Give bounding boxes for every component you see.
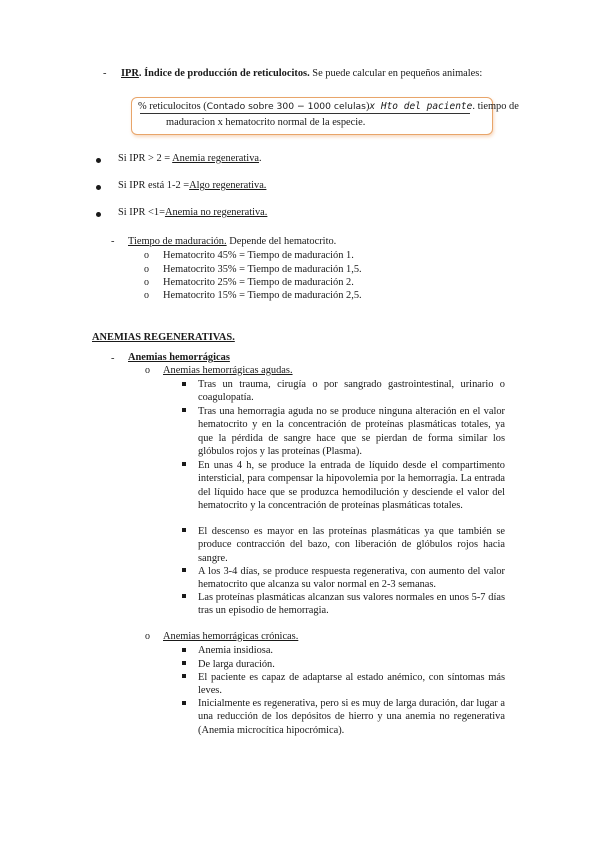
cronicas-item: Anemia insidiosa. [198,645,274,656]
ipr-level-prefix: Si IPR > 2 = [118,153,173,164]
agudas-item: En unas 4 h, se produce la entrada de líquido desde el compartimento intersticial, para compensar la hipovolemia por la hemorragia. La entrada del líquido hace que se produzca hemodilución y desciende el valor del hematocrito y la concentración de proteínas plasmáticas totales. [198,460,505,512]
square-bullet-icon [182,701,186,705]
ipr-level-item [118,180,266,192]
formula-denominator: maduracion x hematocrito normal de la especie. [166,117,366,128]
agudas-item: Tras un trauma, cirugía o por sangrado gastrointestinal, urinario o coagulopatía. [198,379,505,404]
bullet-icon [96,185,101,190]
ipr-level-suffix: . [259,153,262,164]
maduracion-label: Tiempo de maduración. [128,236,227,247]
agudas-item: Las proteínas plasmáticas alcanzan sus valores normales en unos 5-7 días tras un episodio de hemorragia. [198,592,505,617]
agudas-item: El descenso es mayor en las proteínas plasmáticas ya que también se produce contracción del bazo, con liberación de glóbulos rojos hacia sangre. [198,526,505,564]
cronicas-title: Anemias hemorrágicas crónicas. [163,631,299,642]
square-bullet-icon [182,594,186,598]
square-bullet-icon [182,462,186,466]
ipr-level-label: Anemia regenerativa [172,153,260,164]
maduracion-item: Hematocrito 45% = Tiempo de maduración 1. [163,250,354,261]
ipr-level-item [118,207,267,219]
circle-bullet-icon: o [144,277,149,288]
ipr-level-prefix: Si IPR está 1-2 = [118,180,190,191]
bullet-icon [96,212,101,217]
ipr-level-label: Algo regenerativa. [189,180,267,191]
square-bullet-icon [182,408,186,412]
square-bullet-icon [182,661,186,665]
cronicas-item: De larga duración. [198,659,275,670]
ipr-heading [121,68,482,80]
formula-numerator [138,101,519,113]
ipr-description: Se puede calcular en pequeños animales: [309,68,483,79]
square-bullet-icon [182,568,186,572]
ipr-title: IPR [121,68,139,79]
circle-bullet-icon: o [144,250,149,261]
circle-bullet-icon: o [145,365,150,376]
maduracion-item: Hematocrito 25% = Tiempo de maduración 2. [163,277,354,288]
ipr-level-item [118,153,262,165]
list-dash: - [103,68,107,79]
list-dash: - [111,236,115,247]
maduracion-heading [128,236,336,248]
formula-pct: % reticulocitos ( [138,101,207,112]
section-title: ANEMIAS REGENERATIVAS. [92,332,235,343]
agudas-item: Tras una hemorragia aguda no se produce ninguna alteración en el valor hematocrito y en la concentración de proteínas plasmáticas totales, ya que la pérdida de sangre hace que se pierdan de forma similar los glóbulos rojos y las proteínas (Plasma). [198,406,505,458]
ipr-level-label: Anemia no regenerativa. [164,207,268,218]
circle-bullet-icon: o [144,264,149,275]
agudas-title: Anemias hemorrágicas agudas. [163,365,293,376]
square-bullet-icon [182,382,186,386]
formula-tail: . tiempo de [472,101,519,112]
maduracion-item: Hematocrito 15% = Tiempo de maduración 2,5. [163,290,362,301]
list-dash: - [111,353,115,364]
cronicas-item: Inicialmente es regenerativa, pero si es muy de larga duración, dar lugar a una reducción de los depósitos de hierro y una anemia no regenerativa (Anemia microcítica hipocrómica). [198,698,505,736]
square-bullet-icon [182,528,186,532]
formula-count: Contado sobre 300 − 1000 celulas [206,101,366,112]
formula-close: ) [365,101,370,112]
formula-hto: x Hto del paciente [369,101,473,112]
ipr-title-rest: . Índice de producción de reticulocitos. [138,68,310,79]
circle-bullet-icon: o [145,631,150,642]
maduracion-desc: Depende del hematocrito. [226,236,337,247]
square-bullet-icon [182,674,186,678]
agudas-item: A los 3-4 días, se produce respuesta regenerativa, con aumento del valor hematocrito que alcanza su valor normal en 2-3 semanas. [198,566,505,591]
ipr-level-prefix: Si IPR <1= [118,207,165,218]
hemorragicas-title: Anemias hemorrágicas [128,352,230,363]
cronicas-item: El paciente es capaz de adaptarse al estado anémico, con síntomas más leves. [198,672,505,697]
circle-bullet-icon: o [144,290,149,301]
formula-fraction-line [140,113,470,114]
square-bullet-icon [182,648,186,652]
maduracion-item: Hematocrito 35% = Tiempo de maduración 1,5. [163,264,362,275]
bullet-icon [96,158,101,163]
